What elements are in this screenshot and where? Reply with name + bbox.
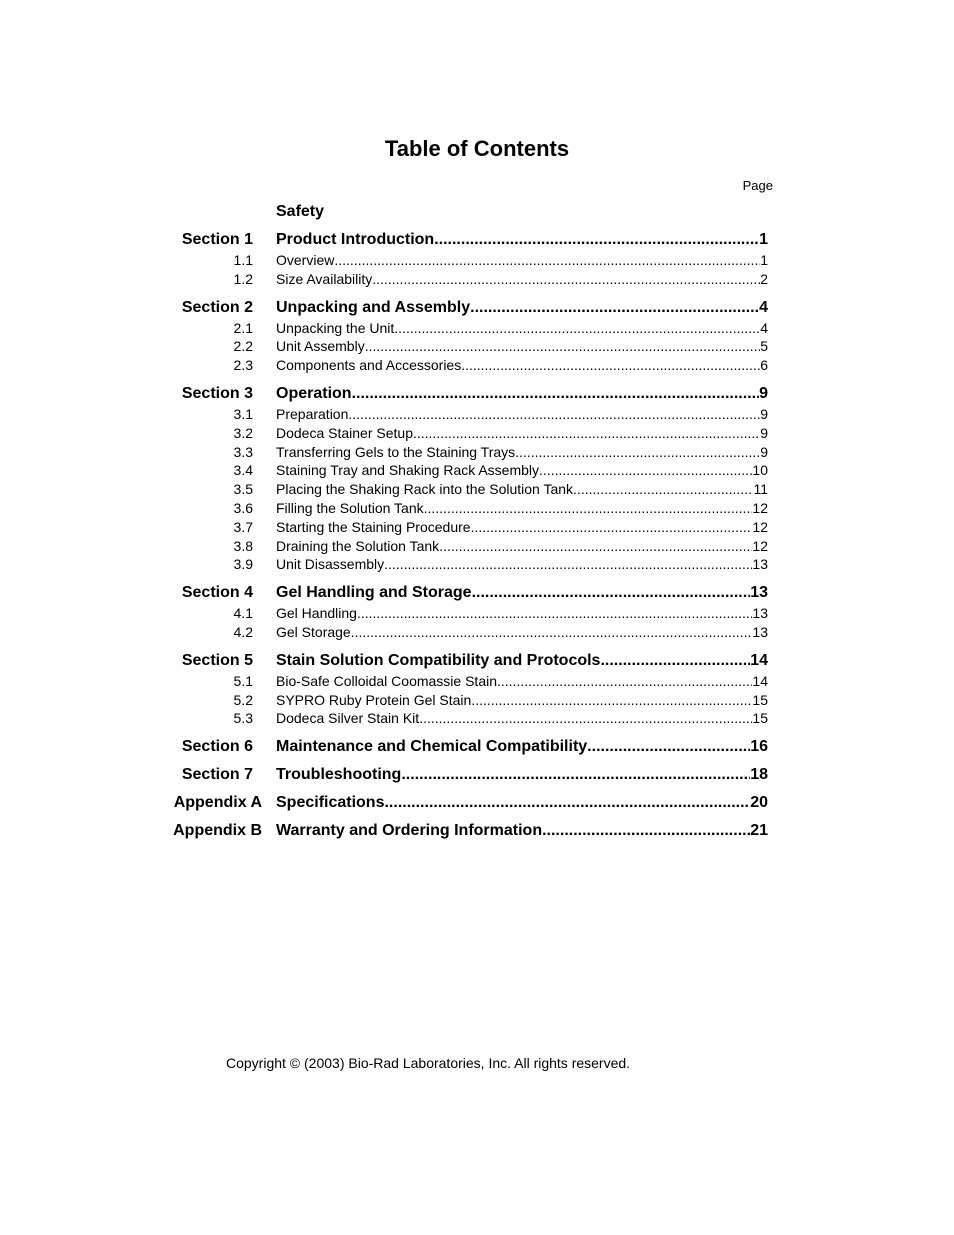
entry-title: Placing the Shaking Rack into the Solution Tank xyxy=(276,481,574,498)
entry-title: Unit Disassembly xyxy=(276,556,385,573)
subsection-number: 2.3 xyxy=(233,357,253,374)
toc-entry-text xyxy=(276,406,768,422)
toc-subsection-row[interactable] xyxy=(0,519,954,539)
page-number: 9 xyxy=(760,443,768,460)
dot-leader xyxy=(384,794,750,812)
toc-subsection-row[interactable] xyxy=(0,692,954,712)
section-number: Section 3 xyxy=(181,385,253,402)
entry-title: Overview xyxy=(276,252,335,268)
dot-leader xyxy=(573,481,753,497)
toc-section-row[interactable] xyxy=(0,231,954,251)
dot-leader xyxy=(471,519,753,535)
entry-title: Filling the Solution Tank xyxy=(276,500,424,516)
subsection-number: 3.8 xyxy=(233,537,253,554)
toc-section-row[interactable] xyxy=(0,652,954,672)
dot-leader xyxy=(461,357,760,373)
subsection-number: 2.2 xyxy=(233,338,253,355)
subsection-number: 2.1 xyxy=(233,319,253,336)
page-number: 4 xyxy=(759,298,768,316)
page-number: 11 xyxy=(753,481,768,498)
section-number: Appendix B xyxy=(173,822,262,840)
toc-subsection-row[interactable] xyxy=(0,710,954,730)
entry-title: Components and Accessories xyxy=(276,357,462,374)
toc-entry-text xyxy=(276,271,768,287)
page-number: 15 xyxy=(752,710,768,727)
entry-title: Unpacking and Assembly xyxy=(276,298,471,316)
toc-entry-text xyxy=(276,556,768,572)
dot-leader xyxy=(424,500,753,516)
entry-title: Starting the Staining Procedure xyxy=(276,518,471,535)
entry-title: Size Availability xyxy=(276,270,373,287)
page-column-label: Page xyxy=(742,178,773,193)
dot-leader xyxy=(384,556,752,572)
toc-entry-text xyxy=(276,794,768,812)
entry-title: Stain Solution Compatibility and Protocols xyxy=(276,651,601,669)
subsection-number: 5.3 xyxy=(233,710,253,727)
section-number: Section 6 xyxy=(181,738,253,756)
dot-leader xyxy=(365,338,761,354)
dot-leader xyxy=(472,584,751,602)
toc-entry-text xyxy=(276,538,768,554)
toc-subsection-row[interactable] xyxy=(0,462,954,482)
entry-title: Draining the Solution Tank xyxy=(276,537,440,554)
toc-entry-text xyxy=(276,738,768,756)
subsection-number: 3.1 xyxy=(233,406,253,422)
page-number: 1 xyxy=(759,231,768,248)
page-number: 1 xyxy=(760,252,768,268)
dot-leader xyxy=(539,462,752,478)
toc-subsection-row[interactable] xyxy=(0,425,954,445)
entry-title: Dodeca Silver Stain Kit xyxy=(276,710,420,727)
entry-title: Unit Assembly xyxy=(276,338,365,355)
dot-leader xyxy=(352,385,760,403)
page-number: 14 xyxy=(750,651,768,669)
toc-section-row[interactable] xyxy=(0,385,954,405)
subsection-number: 3.2 xyxy=(233,424,253,441)
dot-leader xyxy=(542,822,750,840)
toc-section-row[interactable] xyxy=(0,299,954,319)
toc-entry-text xyxy=(276,385,768,403)
dot-leader xyxy=(471,692,752,708)
page-number: 18 xyxy=(750,766,768,784)
toc-entry-text xyxy=(276,519,768,535)
toc-entry-text xyxy=(276,425,768,441)
subsection-number: 5.1 xyxy=(233,672,253,689)
toc-section-row[interactable] xyxy=(0,766,954,786)
entry-title: Troubleshooting xyxy=(276,766,402,784)
dot-leader xyxy=(419,710,752,726)
entry-title: Bio-Safe Colloidal Coomassie Stain xyxy=(276,672,497,689)
dot-leader xyxy=(497,673,752,689)
section-number: Appendix A xyxy=(173,794,262,812)
entry-title: Preparation xyxy=(276,406,349,422)
toc-entry-text xyxy=(276,710,768,726)
section-number: Section 5 xyxy=(181,651,253,669)
page-number: 9 xyxy=(759,385,768,402)
page-number: 2 xyxy=(760,270,768,287)
page-number: 4 xyxy=(760,319,768,336)
toc-subsection-row[interactable] xyxy=(0,538,954,558)
toc-entry-text xyxy=(276,766,768,784)
entry-title: Dodeca Stainer Setup xyxy=(276,424,413,441)
section-number: Section 2 xyxy=(181,298,253,316)
entry-title: Warranty and Ordering Information xyxy=(276,822,543,840)
toc-subsection-row[interactable] xyxy=(0,338,954,358)
subsection-number: 1.1 xyxy=(233,252,253,268)
page-number: 12 xyxy=(752,518,768,535)
subsection-number: 3.7 xyxy=(233,518,253,535)
toc-subsection-row[interactable] xyxy=(0,481,954,501)
entry-title: Specifications xyxy=(276,794,385,812)
page-number: 14 xyxy=(752,672,768,689)
entry-title: Gel Handling and Storage xyxy=(276,584,472,602)
toc-entry-safety[interactable]: Safety xyxy=(276,203,325,220)
toc-subsection-row[interactable] xyxy=(0,252,954,272)
page-number: 10 xyxy=(752,462,768,479)
toc-entry-text xyxy=(276,500,768,516)
toc-entry-text xyxy=(276,338,768,354)
page-number: 13 xyxy=(750,584,768,602)
toc-subsection-row[interactable] xyxy=(0,500,954,520)
subsection-number: 3.3 xyxy=(233,443,253,460)
dot-leader xyxy=(587,738,750,756)
page-number: 21 xyxy=(750,822,768,840)
page-title: Table of Contents xyxy=(384,136,570,161)
section-number: Section 1 xyxy=(181,231,253,248)
toc-subsection-row[interactable] xyxy=(0,406,954,426)
toc-entry-text xyxy=(276,481,768,497)
toc-subsection-row[interactable] xyxy=(0,605,954,625)
page-number: 15 xyxy=(752,691,768,708)
page-number: 13 xyxy=(752,624,768,640)
toc-section-row[interactable] xyxy=(0,584,954,604)
toc-entry-text xyxy=(276,444,768,460)
entry-title: SYPRO Ruby Protein Gel Stain xyxy=(276,691,472,708)
toc-subsection-row[interactable] xyxy=(0,271,954,291)
page-number: 16 xyxy=(750,738,768,756)
toc-subsection-row[interactable] xyxy=(0,673,954,693)
entry-title: Staining Tray and Shaking Rack Assembly xyxy=(276,462,540,479)
page-number: 13 xyxy=(752,605,768,622)
subsection-number: 3.9 xyxy=(233,556,253,573)
page-number: 20 xyxy=(750,794,768,812)
copyright-notice: Copyright © (2003) Bio-Rad Laboratories, Inc. All rights reserved. xyxy=(226,1055,631,1071)
dot-leader xyxy=(600,652,750,670)
page-number: 9 xyxy=(760,406,768,422)
toc-section-row[interactable] xyxy=(0,794,954,814)
toc-entry-text xyxy=(276,462,768,478)
dot-leader xyxy=(439,538,752,554)
subsection-number: 3.5 xyxy=(233,481,253,498)
entry-title: Operation xyxy=(276,385,352,402)
toc-entry-text xyxy=(276,652,768,670)
dot-leader xyxy=(413,425,760,441)
section-number: Section 4 xyxy=(181,584,253,602)
dot-leader xyxy=(357,605,752,621)
toc-entry-text xyxy=(276,605,768,621)
dot-leader xyxy=(334,252,760,268)
dot-leader xyxy=(401,766,750,784)
subsection-number: 5.2 xyxy=(233,691,253,708)
page-number: 13 xyxy=(752,556,768,573)
section-number: Section 7 xyxy=(181,766,253,784)
subsection-number: 4.1 xyxy=(233,605,253,622)
entry-title: Unpacking the Unit xyxy=(276,319,395,336)
dot-leader xyxy=(515,444,760,460)
entry-title: Gel Storage xyxy=(276,624,351,640)
entry-title: Gel Handling xyxy=(276,605,357,622)
toc-entry-text xyxy=(276,692,768,708)
toc-subsection-row[interactable] xyxy=(0,357,954,377)
subsection-number: 4.2 xyxy=(233,624,253,640)
toc-entry-text xyxy=(276,584,768,602)
subsection-number: 3.4 xyxy=(233,462,253,479)
dot-leader xyxy=(394,320,760,336)
toc-entry-text xyxy=(276,231,768,249)
page-number: 9 xyxy=(760,424,768,441)
toc-subsection-row[interactable] xyxy=(0,556,954,576)
toc-subsection-row[interactable] xyxy=(0,624,954,644)
subsection-number: 1.2 xyxy=(233,270,253,287)
page-number: 6 xyxy=(760,357,768,374)
dot-leader xyxy=(372,271,760,287)
toc-entry-text xyxy=(276,320,768,336)
dot-leader xyxy=(434,231,759,249)
dot-leader xyxy=(348,406,760,422)
toc-entry-text xyxy=(276,624,768,640)
toc-subsection-row[interactable] xyxy=(0,444,954,464)
entry-title: Product Introduction xyxy=(276,231,435,248)
toc-section-row[interactable] xyxy=(0,738,954,758)
toc-entry-text xyxy=(276,357,768,373)
toc-entry-text xyxy=(276,252,768,268)
page-number: 12 xyxy=(752,537,768,554)
subsection-number: 3.6 xyxy=(233,500,253,516)
toc-subsection-row[interactable] xyxy=(0,320,954,340)
toc-entry-text xyxy=(276,673,768,689)
entry-title: Maintenance and Chemical Compatibility xyxy=(276,738,588,756)
toc-section-row[interactable] xyxy=(0,822,954,842)
dot-leader xyxy=(470,299,759,317)
dot-leader xyxy=(351,624,753,640)
page-number: 5 xyxy=(760,338,768,355)
toc-entry-text xyxy=(276,822,768,840)
toc-entry-text xyxy=(276,299,768,317)
page-number: 12 xyxy=(752,500,768,516)
entry-title: Transferring Gels to the Staining Trays xyxy=(276,443,516,460)
